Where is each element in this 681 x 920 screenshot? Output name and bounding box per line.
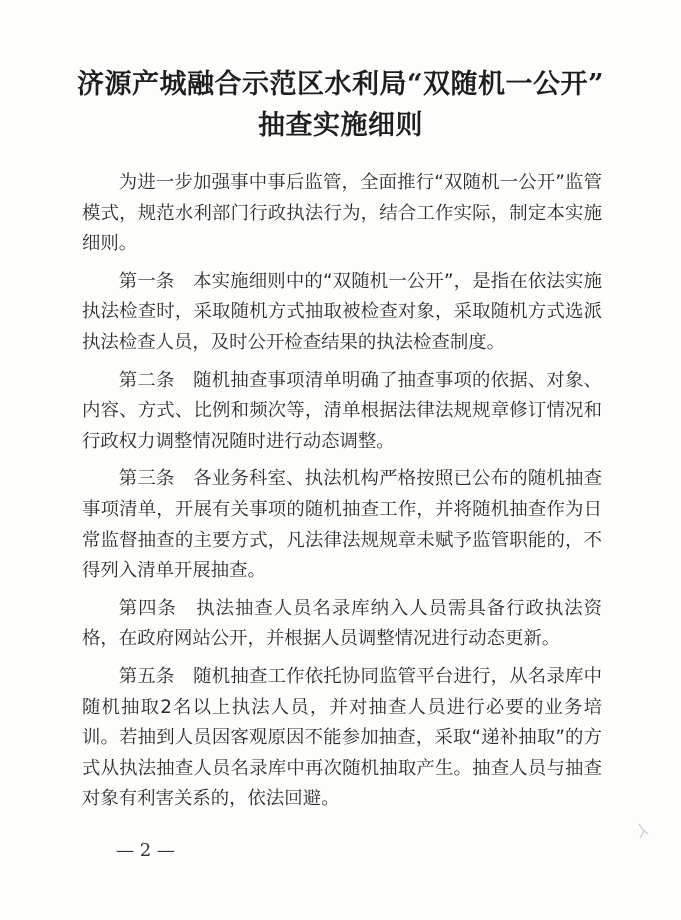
article-2: [82, 366, 602, 458]
page-number: — 2 —: [116, 840, 175, 861]
article-4-heading: 第四条: [118, 597, 177, 619]
document-title-line-1: 济源产城融合示范区水利局“双随机一公开”: [76, 69, 605, 100]
article-1-text: 本实施细则中的“双随机一公开”，是指在依法实施执法检查时，采取随机方式抽取被检查对象，采取随机方式选派执法检查人员，及时公开检查结果的执法检查制度。: [82, 270, 602, 353]
article-3-text: 各业务科室、执法机构严格按照已公布的随机抽查事项清单，开展有关事项的随机抽查工作，并将随机抽查作为日常监督抽查的主要方式，凡法律法规规章未赋予监管职能的，不得列入清单开展抽查。: [82, 468, 602, 582]
article-4: [82, 594, 602, 655]
article-1-heading: 第一条: [118, 270, 175, 292]
article-5-heading: 第五条: [118, 665, 175, 687]
article-2-text: 随机抽查事项清单明确了抽查事项的依据、对象、内容、方式、比例和频次等，清单根据法律法规规章修订情况和行政权力调整情况随时进行动态调整。: [82, 369, 602, 452]
scan-mark-icon: [636, 822, 650, 840]
document-title-line-2: 抽查实施细则: [258, 110, 423, 141]
article-4-text: 执法抽查人员名录库纳入人员需具备行政执法资格，在政府网站公开，并根据人员调整情况进行动态更新。: [82, 597, 602, 650]
article-1: [82, 267, 602, 359]
document-body: [82, 168, 602, 822]
intro-paragraph: 为进一步加强事中事后监管，全面推行“双随机一公开”监管模式，规范水利部门行政执法行为，结合工作实际，制定本实施细则。: [82, 172, 602, 255]
article-3: [82, 464, 602, 586]
article-5: [82, 662, 602, 815]
article-5-text: 随机抽查工作依托协同监管平台进行，从名录库中随机抽取2名以上执法人员，并对抽查人员进行必要的业务培训。若抽到人员因客观原因不能参加抽查，采取“递补抽取”的方式从执法抽查人员名录库中再次随机抽取产生。抽查人员与抽查对象有利害关系的，依法回避。: [82, 665, 602, 810]
article-3-heading: 第三条: [118, 468, 175, 490]
article-2-heading: 第二条: [118, 369, 175, 391]
